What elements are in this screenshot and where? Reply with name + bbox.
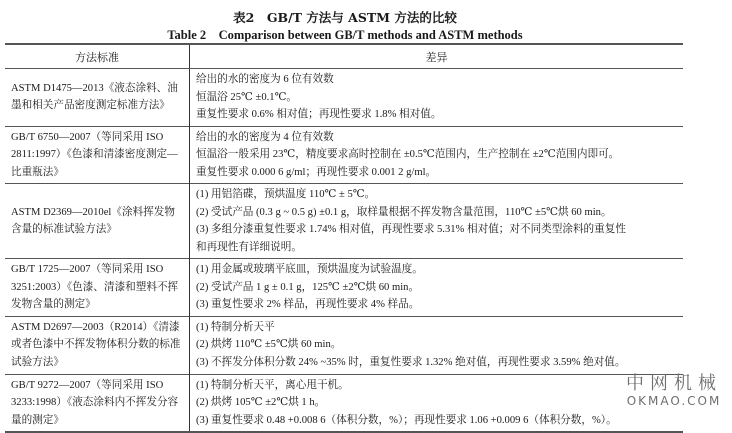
difference-line: (1) 用铝箔碟，预烘温度 110℃ ± 5℃。 [196, 189, 376, 200]
difference-line: (3) 重复性要求 0.48 +0.008 6（体积分数，%）；再现性要求 1.06 +0.009 6（体积分数，%）。 [196, 414, 617, 426]
difference-line: (3) 不挥发分体积分数 24% ~35% 时，重复性要求 1.32% 绝对值，再现性要求 3.59% 绝对值。 [196, 356, 626, 368]
comparison-table [5, 43, 683, 433]
difference-cell [190, 316, 684, 374]
difference-line: (1) 特制分析天平，离心甩干机。 [196, 379, 349, 391]
difference-line: (2) 受试产品 1 g ± 0.1 g，125℃ ±2℃烘 60 min。 [196, 281, 420, 293]
table-row [5, 374, 683, 432]
table-row [5, 126, 683, 184]
difference-line: (1) 特制分析天平 [196, 321, 275, 333]
standard-cell: GB/T 9272—2007（等同采用 ISO 3233:1998）《液态涂料内不挥发分容量的测定》 [5, 374, 190, 432]
difference-cell [190, 259, 684, 317]
difference-line: 恒温浴 25℃ ±0.1℃。 [196, 91, 298, 103]
table-caption-cn: 表2 GB/T 方法与 ASTM 方法的比较 [233, 10, 457, 25]
table-row [5, 184, 683, 259]
difference-line: 给出的水的密度为 6 位有效数 [196, 74, 334, 85]
header-difference: 差异 [190, 44, 684, 69]
difference-line: (3) 重复性要求 2% 样品，再现性要求 4% 样品。 [196, 299, 420, 310]
standard-cell: GB/T 1725—2007（等同采用 ISO 3251:2003）《色漆、清漆和塑料不挥发物含量的测定》 [5, 259, 190, 317]
difference-cell [190, 69, 684, 127]
difference-line: 恒温浴一般采用 23℃，精度要求高时控制在 ±0.5℃范围内，生产控制在 ±2℃范围内即可。 [196, 149, 620, 160]
standard-cell: GB/T 6750—2007（等同采用 ISO 2811:1997）《色漆和清漆密度测定—比重瓶法》 [5, 126, 190, 184]
difference-line: (2) 烘烤 110℃ ±5℃烘 60 min。 [196, 339, 342, 351]
difference-line: 给出的水的密度为 4 位有效数 [196, 131, 334, 143]
table-caption-en: Table 2 Comparison between GB/T methods and ASTM methods [167, 28, 523, 42]
watermark-text-cn: 中网机械 [626, 373, 722, 394]
table-row [5, 259, 683, 317]
difference-line: 重复性要求 0.000 6 g/ml；再现性要求 0.001 2 g/ml。 [196, 166, 437, 178]
difference-line: 和再现性有详细说明。 [196, 241, 302, 253]
difference-line: (1) 用金属或玻璃平底皿，预烘温度为试验温度。 [196, 264, 423, 275]
watermark-text-en: OKMAO.COM [626, 394, 722, 408]
difference-line: (3) 多组分漆重复性要求 1.74% 相对值，再现性要求 5.31% 相对值；对不同类型涂料的重复性 [196, 224, 626, 235]
standard-cell: ASTM D2697—2003（R2014）《清漆或者色漆中不挥发物体积分数的标准试验方法》 [5, 316, 190, 374]
difference-line: (2) 烘烤 105℃ ±2℃烘 1 h。 [196, 397, 326, 408]
watermark-logo [626, 374, 722, 408]
difference-line: 重复性要求 0.6% 相对值；再现性要求 1.8% 相对值。 [196, 109, 442, 120]
header-standard: 方法标准 [5, 44, 190, 69]
difference-cell [190, 126, 684, 184]
standard-cell: ASTM D1475—2013《液态涂料、油墨和相关产品密度测定标准方法》 [5, 69, 190, 127]
difference-cell [190, 374, 684, 432]
table-header-row [5, 44, 683, 69]
standard-cell: ASTM D2369—2010el《涂料挥发物含量的标准试验方法》 [5, 184, 190, 259]
difference-cell [190, 184, 684, 259]
table-row [5, 69, 683, 127]
difference-line: (2) 受试产品 (0.3 g ~ 0.5 g) ±0.1 g，取样量根据不挥发物含量范围，110℃ ±5℃烘 60 min。 [196, 206, 612, 218]
table-row [5, 316, 683, 374]
